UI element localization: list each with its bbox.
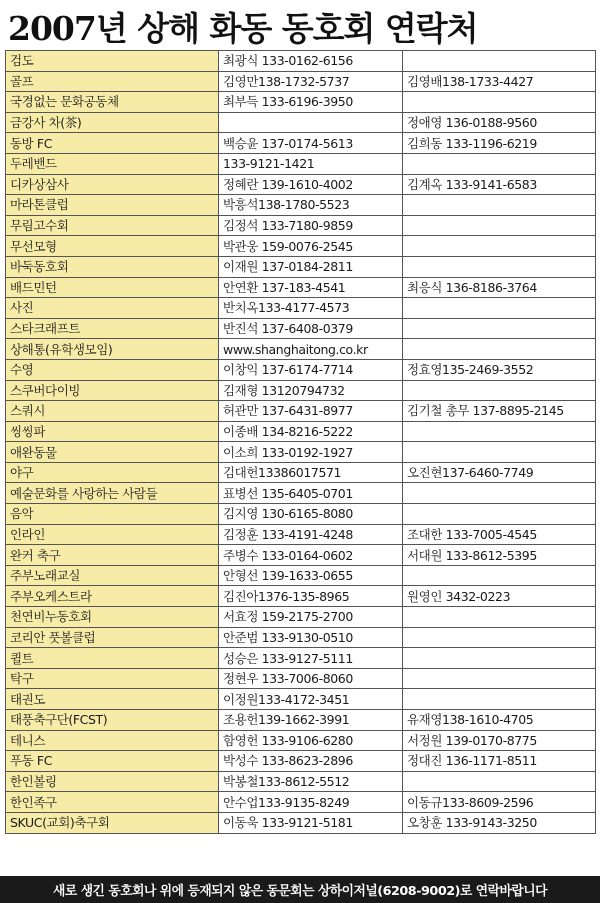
contact-primary: 박관웅 159-0076-2545 — [219, 236, 403, 257]
club-name: 상해통(유학생모임) — [6, 339, 219, 360]
club-name: 무선모형 — [6, 236, 219, 257]
contact-primary: 김영만138-1732-5737 — [219, 71, 403, 92]
table-row — [6, 627, 596, 648]
contact-primary: 김정훈 133-4191-4248 — [219, 524, 403, 545]
club-name: 주부노래교실 — [6, 565, 219, 586]
contact-primary: 허관만 137-6431-8977 — [219, 401, 403, 422]
contact-primary: 이동욱 133-9121-5181 — [219, 812, 403, 833]
contact-secondary: 김희동 133-1196-6219 — [403, 133, 596, 154]
club-name: 테니스 — [6, 730, 219, 751]
table-row — [6, 504, 596, 525]
table-row — [6, 318, 596, 339]
contact-secondary: 정애영 136-0188-9560 — [403, 112, 596, 133]
contact-primary: 안수업133-9135-8249 — [219, 792, 403, 813]
club-name: 수영 — [6, 359, 219, 380]
contact-secondary: 정효영135-2469-3552 — [403, 359, 596, 380]
club-name: 완커 축구 — [6, 545, 219, 566]
table-row — [6, 421, 596, 442]
club-name: 디카상삼사 — [6, 174, 219, 195]
contact-secondary — [403, 565, 596, 586]
club-name: 인라인 — [6, 524, 219, 545]
table-row — [6, 236, 596, 257]
contact-secondary: 조대한 133-7005-4545 — [403, 524, 596, 545]
contact-primary: 이정원133-4172-3451 — [219, 689, 403, 710]
contact-secondary — [403, 668, 596, 689]
club-name: 예술문화를 사랑하는 사람들 — [6, 483, 219, 504]
contact-secondary — [403, 92, 596, 113]
table-row — [6, 339, 596, 360]
contact-primary: 김정석 133-7180-9859 — [219, 215, 403, 236]
table-row — [6, 92, 596, 113]
table-row — [6, 195, 596, 216]
table-row — [6, 586, 596, 607]
contact-primary: 이창익 137-6174-7714 — [219, 359, 403, 380]
club-name: 퀼트 — [6, 648, 219, 669]
club-name: 코리안 풋볼클럽 — [6, 627, 219, 648]
contact-primary: 반진석 137-6408-0379 — [219, 318, 403, 339]
club-name: 천연비누동호회 — [6, 607, 219, 628]
table-row — [6, 792, 596, 813]
club-name: 탁구 — [6, 668, 219, 689]
contact-primary: 이소희 133-0192-1927 — [219, 442, 403, 463]
contact-secondary — [403, 648, 596, 669]
table-row — [6, 298, 596, 319]
contact-primary: 김대헌13386017571 — [219, 462, 403, 483]
page-title: 2007년 상해 화동 동호회 연락처 — [8, 8, 478, 48]
contact-primary: 최부득 133-6196-3950 — [219, 92, 403, 113]
club-name: 음악 — [6, 504, 219, 525]
club-name: 마라톤클럽 — [6, 195, 219, 216]
contact-secondary: 이동규133-8609-2596 — [403, 792, 596, 813]
contact-primary: 안준범 133-9130-0510 — [219, 627, 403, 648]
contact-secondary — [403, 215, 596, 236]
contact-primary: 이종배 134-8216-5222 — [219, 421, 403, 442]
contact-secondary: 유재영138-1610-4705 — [403, 710, 596, 731]
contact-primary: 성승은 133-9127-5111 — [219, 648, 403, 669]
club-name: 스타크래프트 — [6, 318, 219, 339]
club-name: 사진 — [6, 298, 219, 319]
contact-primary: 반치옥133-4177-4573 — [219, 298, 403, 319]
contact-secondary — [403, 236, 596, 257]
table-row — [6, 71, 596, 92]
table-row — [6, 751, 596, 772]
table-row — [6, 153, 596, 174]
table-row — [6, 112, 596, 133]
table-row — [6, 359, 596, 380]
contact-secondary: 정대진 136-1171-8511 — [403, 751, 596, 772]
contact-secondary: 원영인 3432-0223 — [403, 586, 596, 607]
contact-primary — [219, 112, 403, 133]
table-row — [6, 401, 596, 422]
club-name: 스쿼시 — [6, 401, 219, 422]
table-row — [6, 730, 596, 751]
table-row — [6, 812, 596, 833]
contact-secondary — [403, 689, 596, 710]
contact-primary: 서효정 159-2175-2700 — [219, 607, 403, 628]
table-row — [6, 133, 596, 154]
table-row — [6, 174, 596, 195]
table-row — [6, 689, 596, 710]
club-name: 한인족구 — [6, 792, 219, 813]
table-row — [6, 277, 596, 298]
table-row — [6, 545, 596, 566]
contact-primary: 함영헌 133-9106-6280 — [219, 730, 403, 751]
club-name: 국경없는 문화공동체 — [6, 92, 219, 113]
club-directory-table — [5, 50, 596, 834]
contact-primary: 조용헌139-1662-3991 — [219, 710, 403, 731]
table-row — [6, 51, 596, 72]
table-row — [6, 607, 596, 628]
table-row — [6, 771, 596, 792]
footer-notice: 새로 생긴 동호회나 위에 등재되지 않은 동문회는 상하이저널(6208-9002)로 연락바랍니다 — [0, 876, 600, 903]
contact-primary: 최광식 133-0162-6156 — [219, 51, 403, 72]
contact-secondary — [403, 421, 596, 442]
contact-primary: 정혜란 139-1610-4002 — [219, 174, 403, 195]
directory-body — [6, 51, 596, 834]
table-row — [6, 483, 596, 504]
club-name: 배드민턴 — [6, 277, 219, 298]
contact-secondary — [403, 771, 596, 792]
contact-primary: 김지영 130-6165-8080 — [219, 504, 403, 525]
contact-primary: 김진아1376-135-8965 — [219, 586, 403, 607]
club-name: 두레밴드 — [6, 153, 219, 174]
contact-primary: 이재원 137-0184-2811 — [219, 256, 403, 277]
club-name: 푸동 FC — [6, 751, 219, 772]
club-name: SKUC(교회)축구회 — [6, 812, 219, 833]
club-name: 동방 FC — [6, 133, 219, 154]
table-row — [6, 710, 596, 731]
contact-secondary — [403, 339, 596, 360]
contact-primary: www.shanghaitong.co.kr — [219, 339, 403, 360]
contact-secondary — [403, 195, 596, 216]
table-row — [6, 462, 596, 483]
club-name: 야구 — [6, 462, 219, 483]
contact-secondary: 오진현137-6460-7749 — [403, 462, 596, 483]
contact-secondary: 오창훈 133-9143-3250 — [403, 812, 596, 833]
contact-secondary — [403, 442, 596, 463]
contact-secondary: 서대원 133-8612-5395 — [403, 545, 596, 566]
table-row — [6, 565, 596, 586]
contact-secondary: 김기철 총무 137-8895-2145 — [403, 401, 596, 422]
contact-primary: 김재형 13120794732 — [219, 380, 403, 401]
club-name: 한인볼링 — [6, 771, 219, 792]
contact-secondary — [403, 504, 596, 525]
table-row — [6, 380, 596, 401]
club-name: 주부오케스트라 — [6, 586, 219, 607]
club-name: 태권도 — [6, 689, 219, 710]
table-row — [6, 442, 596, 463]
contact-secondary: 최응식 136-8186-3764 — [403, 277, 596, 298]
table-row — [6, 256, 596, 277]
contact-secondary — [403, 153, 596, 174]
table-row — [6, 668, 596, 689]
contact-primary: 박봉철133-8612-5512 — [219, 771, 403, 792]
contact-secondary: 김영배138-1733-4427 — [403, 71, 596, 92]
contact-primary: 박성수 133-8623-2896 — [219, 751, 403, 772]
club-name: 씽씽파 — [6, 421, 219, 442]
contact-secondary — [403, 318, 596, 339]
table-row — [6, 215, 596, 236]
contact-secondary — [403, 627, 596, 648]
contact-secondary — [403, 483, 596, 504]
contact-secondary — [403, 51, 596, 72]
contact-primary: 박흥석138-1780-5523 — [219, 195, 403, 216]
club-name: 검도 — [6, 51, 219, 72]
club-name: 무림고수회 — [6, 215, 219, 236]
contact-primary: 안형선 139-1633-0655 — [219, 565, 403, 586]
contact-primary: 안연환 137-183-4541 — [219, 277, 403, 298]
contact-primary: 주병수 133-0164-0602 — [219, 545, 403, 566]
table-row — [6, 648, 596, 669]
club-name: 애완동물 — [6, 442, 219, 463]
club-name: 바둑동호회 — [6, 256, 219, 277]
club-name: 스쿠버다이빙 — [6, 380, 219, 401]
club-name: 태풍축구단(FCST) — [6, 710, 219, 731]
table-row — [6, 524, 596, 545]
contact-secondary: 서정원 139-0170-8775 — [403, 730, 596, 751]
contact-primary: 133-9121-1421 — [219, 153, 403, 174]
contact-secondary — [403, 380, 596, 401]
contact-primary: 백승윤 137-0174-5613 — [219, 133, 403, 154]
contact-secondary — [403, 298, 596, 319]
contact-primary: 정현우 133-7006-8060 — [219, 668, 403, 689]
club-name: 골프 — [6, 71, 219, 92]
contact-secondary — [403, 607, 596, 628]
club-name: 금강사 차(茶) — [6, 112, 219, 133]
contact-primary: 표병선 135-6405-0701 — [219, 483, 403, 504]
contact-secondary: 김계옥 133-9141-6583 — [403, 174, 596, 195]
contact-secondary — [403, 256, 596, 277]
